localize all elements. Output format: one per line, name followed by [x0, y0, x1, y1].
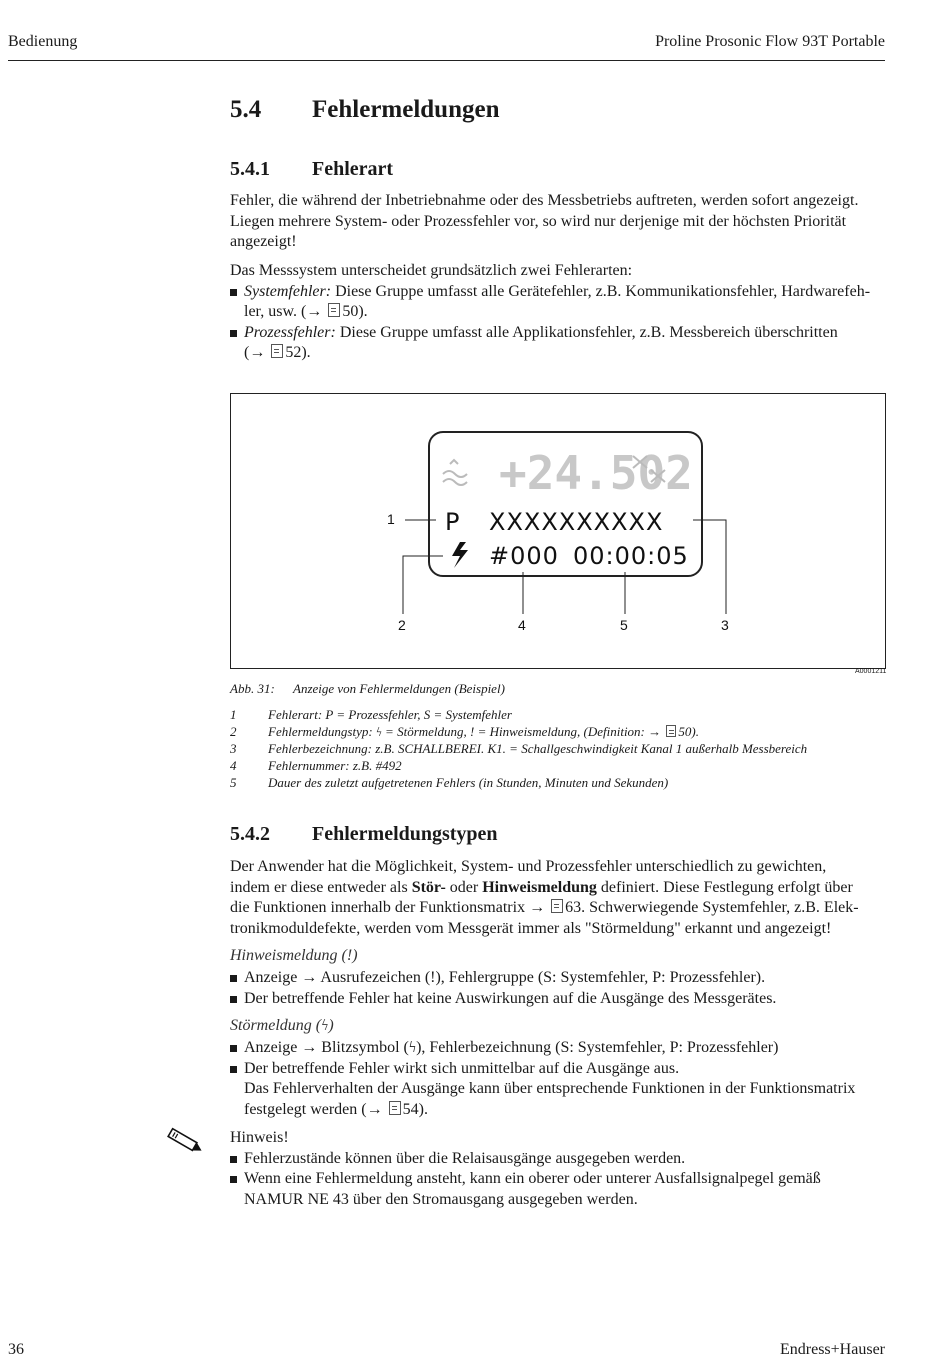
section-number: 5.4: [230, 96, 262, 123]
figure-display-box: [230, 393, 886, 669]
running-header-right: Proline Prosonic Flow 93T Portable: [655, 33, 885, 50]
text-span: (→: [244, 344, 270, 361]
legend-item: [230, 758, 402, 774]
display-illustration: [231, 394, 885, 668]
pencil-icon: [162, 1124, 206, 1163]
text-span: oder: [445, 878, 483, 896]
text-line: Der betreffende Fehler wirkt sich unmittelbar auf die Ausgänge aus.: [244, 1059, 680, 1077]
text-line: Das Fehlerverhalten der Ausgänge kann über entsprechende Funktionen in der Funktionsmatrix: [244, 1080, 856, 1097]
text-span: die Funktionen innerhalb der Funktionsmatrix →: [230, 899, 550, 916]
callout-2: 2: [398, 617, 406, 633]
bold-term: Hinweismeldung: [482, 878, 597, 896]
legend-item: [230, 724, 699, 740]
subsection-title: Fehlermeldungstypen: [312, 823, 498, 845]
section-heading: [230, 96, 500, 124]
bold-term: Stör-: [411, 878, 446, 896]
text-span: 50).: [342, 303, 368, 320]
legend-item: [230, 707, 512, 723]
text-span: 52).: [285, 344, 311, 361]
text-line: Fehler, die während der Inbetriebnahme oder des Messbetriebs auftreten, werden sofort angezeigt.: [230, 192, 859, 209]
term-prozessfehler: Prozessfehler:: [244, 323, 336, 341]
page-reference-icon: [328, 303, 340, 317]
callout-1: 1: [387, 511, 395, 527]
section-title: Fehlermeldungen: [312, 96, 500, 123]
caption-text: Anzeige von Fehlermeldungen (Beispiel): [293, 681, 505, 696]
list-stoermeldung: [230, 1038, 890, 1120]
legend-number: 4: [230, 758, 237, 773]
list-hinweismeldung: [230, 968, 890, 1009]
display-value: +24.502: [499, 446, 693, 500]
note-title: Hinweis!: [230, 1129, 289, 1146]
text-line: NAMUR NE 43 über den Stromausgang ausgegeben werden.: [244, 1190, 638, 1208]
legend-text: Fehlerbezeichnung: z.B. SCHALLBEREI. K1. = Schallgeschwindigkeit Kanal 1 außerhalb Messbereich: [268, 741, 808, 756]
text-span: 54).: [402, 1100, 428, 1118]
legend-item: [230, 775, 668, 791]
bullet-item: Der betreffende Fehler hat keine Auswirkungen auf die Ausgänge des Messgerätes.: [230, 989, 890, 1010]
figure-id: A0001211: [855, 668, 887, 675]
header-rule: [8, 60, 885, 61]
text-line: [244, 1100, 890, 1121]
legend-text: Fehlermeldungstyp: ϟ = Störmeldung, ! = Hinweismeldung, (Definition: →: [268, 724, 665, 739]
callout-5: 5: [620, 617, 628, 633]
legend-text: Dauer des zuletzt aufgetretenen Fehlers (in Stunden, Minuten und Sekunden): [268, 775, 669, 790]
footer-brand: Endress+Hauser: [780, 1341, 885, 1358]
note-block: [230, 1128, 890, 1210]
paragraph-gewichtung: [230, 857, 890, 939]
error-type: P: [445, 508, 460, 536]
legend-number: 1: [230, 707, 237, 722]
legend-number: 5: [230, 775, 237, 790]
subsection-title: Fehlerart: [312, 158, 394, 180]
text-line: [230, 878, 890, 899]
callout-3: 3: [721, 617, 729, 633]
legend-number: 2: [230, 724, 237, 739]
legend-item: [230, 741, 807, 757]
page-reference-icon: [551, 899, 563, 913]
subsection-number: 5.4.2: [230, 823, 270, 845]
subsection-heading-fehlermeldungstypen: [230, 823, 498, 846]
text-span: Diese Gruppe umfasst alle Gerätefehler, z.B. Kommunikationsfehler, Hardwarefeh-: [331, 282, 871, 300]
text-line: Wenn eine Fehlermeldung ansteht, kann ein oberer oder unterer Ausfallsignalpegel gemäß: [244, 1170, 821, 1187]
error-name: XXXXXXXXXX: [489, 508, 664, 536]
error-number: #000: [489, 542, 559, 570]
text-span: indem er diese entweder als: [230, 878, 412, 896]
subsection-heading-fehlerart: [230, 158, 393, 181]
text-span: Diese Gruppe umfasst alle Applikationsfehler, z.B. Messbereich überschritten: [335, 323, 838, 341]
text-span: ler, usw. (→: [244, 303, 327, 320]
term-systemfehler: Systemfehler:: [244, 282, 332, 300]
page-reference-icon: [666, 725, 676, 737]
paragraph-intro: [230, 191, 890, 253]
text-span: 63. Schwerwiegende Systemfehler, z.B. Elek-: [565, 899, 859, 916]
bullet-item: [230, 1169, 890, 1210]
bullet-prozessfehler: [230, 323, 890, 364]
legend-text: Fehlerart: P = Prozessfehler, S = Systemfehler: [268, 707, 512, 722]
figure-caption: [230, 681, 505, 697]
error-duration: 00:00:05: [573, 542, 689, 570]
text-line: [230, 898, 890, 919]
page-number: 36: [8, 1341, 24, 1358]
text-line: Der Anwender hat die Möglichkeit, System- und Prozessfehler unterschiedlich zu gewichten,: [230, 858, 827, 875]
legend-number: 3: [230, 741, 237, 756]
bullet-item: Anzeige → Ausrufezeichen (!), Fehlergruppe (S: Systemfehler, P: Prozessfehler).: [230, 968, 890, 989]
text-line: tronikmoduldefekte, werden vom Messgerät immer als "Störmeldung" erkannt und angezeigt!: [230, 919, 832, 937]
text-line: angezeigt!: [230, 233, 297, 250]
text-line: Das Messsystem unterscheidet grundsätzlich zwei Fehlerarten:: [230, 262, 633, 279]
subsection-number: 5.4.1: [230, 158, 270, 180]
page-reference-icon: [271, 344, 283, 358]
legend-text: 50).: [678, 724, 699, 739]
text-line: Liegen mehrere System- oder Prozessfehler vor, so wird nur derjenige mit der höchsten Priorität: [230, 212, 847, 230]
bullet-systemfehler: [230, 282, 890, 323]
callout-4: 4: [518, 617, 526, 633]
bullet-item: Fehlerzustände können über die Relaisausgänge ausgegeben werden.: [230, 1149, 890, 1170]
bullet-item: [230, 1059, 890, 1121]
bullet-item: Anzeige → Blitzsymbol (ϟ), Fehlerbezeichnung (S: Systemfehler, P: Prozessfehler): [230, 1038, 890, 1059]
running-header-left: Bedienung: [8, 33, 78, 50]
legend-text: Fehlernummer: z.B. #492: [268, 758, 402, 773]
page-reference-icon: [389, 1101, 401, 1115]
paragraph-fehlerarten: [230, 261, 890, 364]
subheading-stoermeldung: Störmeldung (ϟ): [230, 1017, 334, 1034]
subheading-hinweismeldung: Hinweismeldung (!): [230, 947, 358, 964]
text-span: festgelegt werden (→: [244, 1100, 387, 1118]
text-span: definiert. Diese Festlegung erfolgt über: [596, 878, 853, 896]
caption-number: Abb. 31:: [230, 681, 275, 696]
